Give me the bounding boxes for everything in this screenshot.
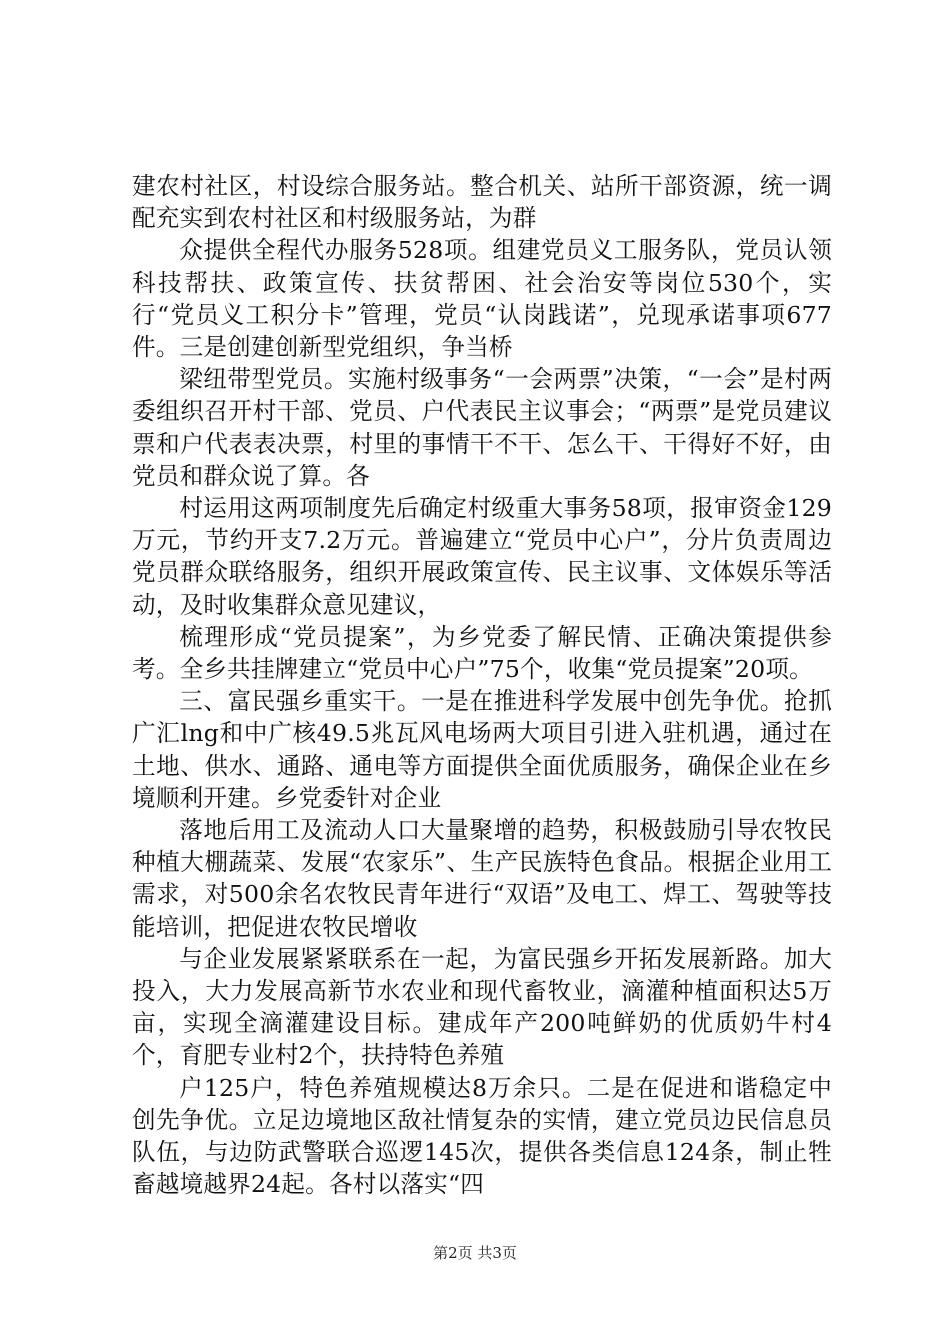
paragraph-5: 梳理形成“党员提案”，为乡党委了解民情、正确决策提供参考。全乡共挂牌建立“党员中心户”75个，收集“党员提案”20项。: [132, 622, 832, 684]
paragraph-2: 众提供全程代办服务528项。组建党员义工服务队，党员认领科技帮扶、政策宣传、扶贫帮困、社会治安等岗位530个，实行“党员义工积分卡”管理，党员“认岗践诺”，兑现承诺事项677件。三是创建创新型党组织，争当桥: [132, 236, 832, 362]
page-footer: 第2页 共3页: [433, 1244, 517, 1262]
paragraph-1: 建农村社区，村设综合服务站。整合机关、站所干部资源，统一调配充实到农村社区和村级服务站，为群: [132, 172, 832, 233]
paragraph-4: 村运用这两项制度先后确定村级重大事务58项，报审资金129万元，节约开支7.2万元。普遍建立“党员中心户”，分片负责周边党员群众联络服务，组织开展政策宣传、民主议事、文体娱乐等活动，及时收集群众意见建议，: [132, 494, 832, 619]
paragraph-3: 梁纽带型党员。实施村级事务“一会两票”决策，“一会”是村两委组织召开村干部、党员、户代表民主议事会；“两票”是党员建议票和户代表表决票，村里的事情干不干、怎么干、干得好不好，由党员和群众说了算。各: [132, 365, 832, 490]
paragraph-9: 户125户，特色养殖规模达8万余只。二是在促进和谐稳定中创先争优。立足边境地区敌社情复杂的实情，建立党员边民信息员队伍，与边防武警联合巡逻145次，提供各类信息124条，制止牲畜越境越界24起。各村以落实“四: [132, 1073, 832, 1199]
paragraph-8: 与企业发展紧紧联系在一起，为富民强乡开拓发展新路。加大投入，大力发展高新节水农业和现代畜牧业，滴灌种植面积达5万亩，实现全滴灌建设目标。建成年产200吨鲜奶的优质奶牛村4个，育肥专业村2个，扶持特色养殖: [132, 944, 832, 1070]
document-body: [132, 170, 832, 1201]
paragraph-7: 落地后用工及流动人口大量聚增的趋势，积极鼓励引导农牧民种植大棚蔬菜、发展“农家乐”、生产民族特色食品。根据企业用工需求，对500余名农牧民青年进行“双语”及电工、焊工、驾驶等技能培训，把促进农牧民增收: [132, 816, 832, 941]
paragraph-6: 三、富民强乡重实干。一是在推进科学发展中创先争优。抢抓广汇lng和中广核49.5兆瓦风电场两大项目引进入驻机遇，通过在土地、供水、通路、通电等方面提供全面优质服务，确保企业在乡境顺利开建。乡党委针对企业: [132, 687, 832, 812]
